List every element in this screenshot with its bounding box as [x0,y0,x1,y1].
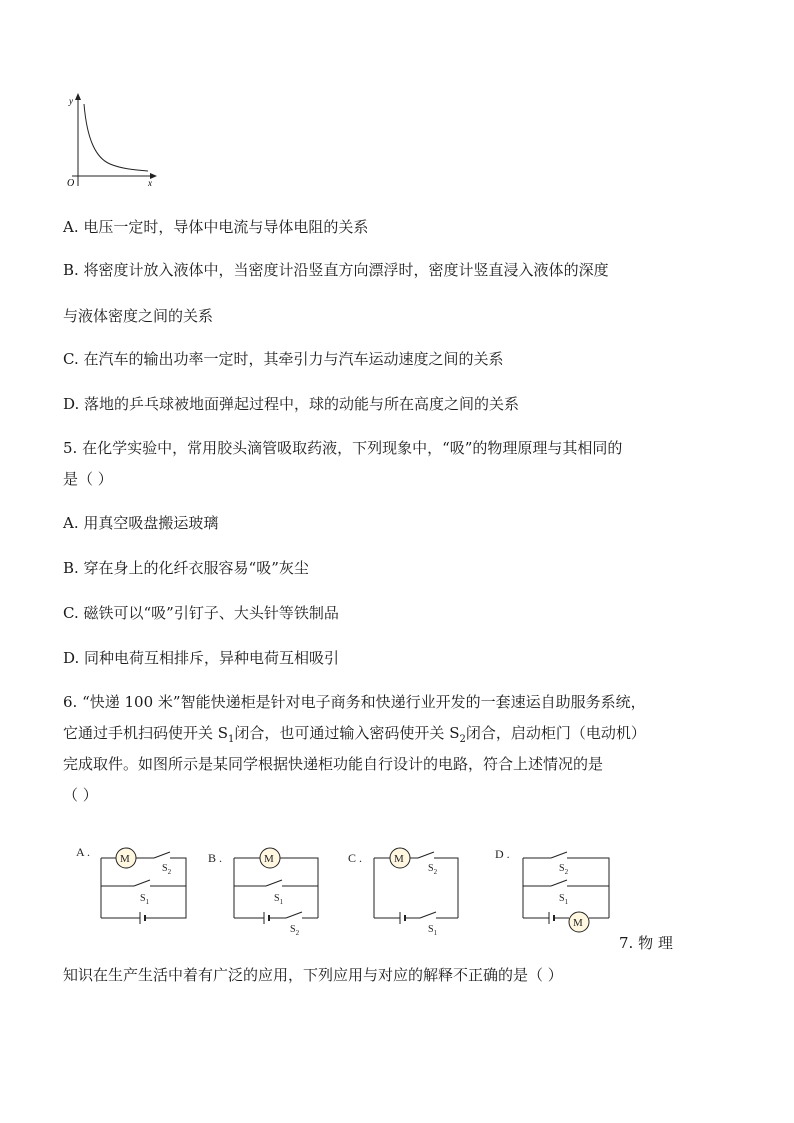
svg-text:S2: $S_2$ [428,863,438,876]
y-axis-label: y [69,96,73,106]
circuit-a [76,845,186,924]
q7-number: 7. 物 理 [619,934,673,952]
svg-text:M: M [573,917,583,929]
q7-stem: 知识在生产生活中着有广泛的应用，下列应用与对应的解释不正确的是（ ） [63,966,563,984]
q4-option-b-line2: 与液体密度之间的关系 [63,307,214,325]
inverse-curve [84,104,148,171]
q5-stem-line1: 5. 在化学实验中，常用胶头滴管吸取药液，下列现象中，“吸”的物理原理与其相同的 [63,439,623,457]
svg-text:S2: $S_2$ [290,924,300,937]
circuit-d-label: D . [495,847,510,861]
svg-text:S1: $S_1$ [428,924,438,937]
y-axis-arrow [75,93,81,100]
q4-option-c: C. 在汽车的输出功率一定时，其牵引力与汽车运动速度之间的关系 [63,350,504,368]
q5-stem-line2: 是（ ） [63,470,113,488]
q6-stem-line3: 完成取件。如图所示是某同学根据快递柜功能自行设计的电路，符合上述情况的是 [63,755,604,773]
q5-option-d: D. 同种电荷互相排斥，异种电荷互相吸引 [63,649,340,667]
q6-stem-line2: 它通过手机扫码使开关 $S_1$闭合，也可通过输入密码使开关 $S_2$闭合，启动柜门（电动机） [63,724,646,745]
circuit-c-label: C . [348,851,363,865]
x-axis-label: x [148,178,152,188]
circuit-c [348,848,458,937]
circuit-a-label: A . [76,845,91,859]
svg-text:S2: $S_2$ [162,863,172,876]
svg-text:M: M [394,853,404,865]
q4-option-b-line1: B. 将密度计放入液体中，当密度计沿竖直方向漂浮时，密度计竖直浸入液体的深度 [63,261,609,279]
svg-text:M: M [264,853,274,865]
svg-text:S1: $S_1$ [140,893,150,906]
circuit-b [208,848,318,937]
svg-text:S1: $S_1$ [274,893,284,906]
q6-stem-line1: 6. “快递 100 米”智能快递柜是针对电子商务和快递行业开发的一套速运自助服务系统， [63,693,646,711]
q4-option-d: D. 落地的乒乓球被地面弹起过程中，球的动能与所在高度之间的关系 [63,395,520,413]
circuit-d [495,847,609,932]
q6-stem-line4: （ ） [63,786,98,804]
q5-option-b: B. 穿在身上的化纤衣服容易“吸”灰尘 [63,559,309,577]
svg-text:M: M [120,853,130,865]
q4-option-a: A. 电压一定时，导体中电流与导体电阻的关系 [63,218,369,236]
svg-text:S2: $S_2$ [559,863,569,876]
origin-label: O [67,178,75,189]
q5-option-c: C. 磁铁可以“吸”引钉子、大头针等铁制品 [63,604,339,622]
q5-option-a: A. 用真空吸盘搬运玻璃 [63,514,219,532]
circuit-b-label: B . [208,851,223,865]
circuit-diagrams [70,838,630,938]
svg-text:S1: $S_1$ [559,893,569,906]
inverse-graph [58,90,168,190]
